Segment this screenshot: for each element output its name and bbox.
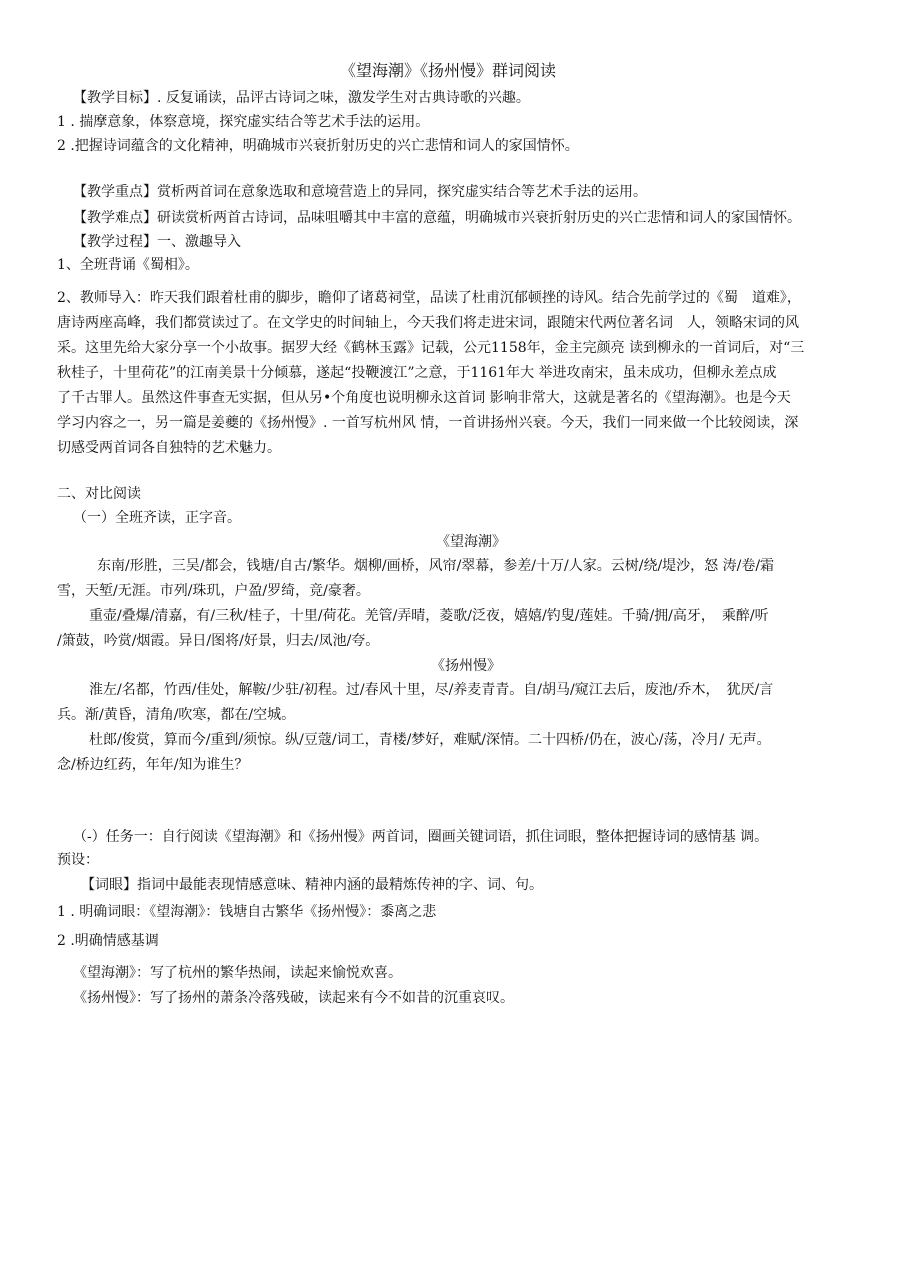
poem-line: 念/桥边红药，年年/知为谁生？ xyxy=(57,757,249,773)
ciyan-definition: 【词眼】指词中最能表现情感意味、精神内涵的最精炼传神的字、词、句。 xyxy=(81,877,543,893)
poem-line: 淮左/名都，竹西/佳处，解鞍/少驻/初程。过/春风十里，尽/养麦青青。自/胡马/窥江去后，废池/乔木， 犹厌/言 xyxy=(89,682,774,698)
teaching-goal-1: 1 . 揣摩意象，体察意境，探究虚实结合等艺术手法的运用。 xyxy=(57,114,430,130)
poem-line: 杜郎/俊赏，算而今/重到/须惊。纵/豆蔻/词工，青楼/梦好，难赋/深情。二十四桥/仍在，波心/荡，冷月/ 无声。 xyxy=(89,732,771,748)
intro-line: 秋桂子，十里荷花”的江南美景十分倾慕，遂起“投鞭渡江”之意，于1161年大 举进攻南宋，虽未成功，但柳永差点成 xyxy=(57,365,777,381)
clarify-1: 1 . 明确词眼：《望海潮》：钱塘自古繁华《扬州慢》：黍离之悲 xyxy=(57,904,437,920)
task-1: （-）任务一：自行阅读《望海潮》和《扬州慢》两首词，圈画关键词语，抓住词眼，整体把握诗词的感情基 调。 xyxy=(73,829,769,845)
intro-line: 学习内容之一，另一篇是姜夔的《扬州慢》. 一首写杭州风 情，一首讲扬州兴衰。今天，我们一同来做一个比较阅读，深 xyxy=(57,415,799,431)
poem-2-title: 《扬州慢》 xyxy=(431,658,501,674)
teaching-key-point: 【教学重点】赏析两首词在意象选取和意境营造上的异同，探究虚实结合等艺术手法的运用。 xyxy=(73,184,647,200)
teaching-goal-heading: 【教学目标】. 反复诵读，品评古诗词之味，激发学生对古典诗歌的兴趣。 xyxy=(73,90,530,106)
poem-1-title: 《望海潮》 xyxy=(436,534,506,550)
intro-line: 切感受两首词各自独特的艺术魅力。 xyxy=(57,440,281,456)
poem-line: 东南/形胜，三吴/都会，钱塘/自古/繁华。烟柳/画桥，风帘/翠幕，参差/十万/人家。云树/绕/堤沙，怒 涛/卷/霜 xyxy=(97,558,775,574)
sub-section-1: （一）全班齐读，正字音。 xyxy=(73,510,241,526)
preset-label: 预设： xyxy=(57,852,99,868)
section-2-heading: 二、对比阅读 xyxy=(57,486,141,502)
intro-line: 唐诗两座高峰，我们都赏读过了。在文学史的时间轴上，今天我们将走进宋词，跟随宋代两位著名词 人，领略宋词的风 xyxy=(57,315,799,331)
emotion-yangzhouman: 《扬州慢》：写了扬州的萧条冷落残破，读起来有今不如昔的沉重哀叹。 xyxy=(73,990,514,1006)
intro-line: 2、教师导入：昨天我们跟着杜甫的脚步，瞻仰了诸葛祠堂，品读了杜甫沉郁顿挫的诗风。结合先前学过的《蜀 道难》， xyxy=(57,290,801,306)
poem-line: 兵。渐/黄昏，清角/吹寒，都在/空城。 xyxy=(57,707,296,723)
clarify-2: 2 .明确情感基调 xyxy=(57,933,159,949)
poem-line: 雪，天堑/无涯。市列/珠玑，户盈/罗绮，竞/豪奢。 xyxy=(57,583,370,599)
teaching-process-heading: 【教学过程】一、激趣导入 xyxy=(73,234,241,250)
intro-line: 了千古罪人。虽然这件事查无实据，但从另•个角度也说明柳永这首词 影响非常大，这就是著名的《望海潮》。也是今天 xyxy=(57,390,791,406)
teaching-difficulty: 【教学难点】研读赏析两首古诗词，品味咀嚼其中丰富的意蕴，明确城市兴衰折射历史的兴亡悲情和词人的家国情怀。 xyxy=(73,210,801,226)
teaching-goal-2: 2 .把握诗词蕴含的文化精神，明确城市兴衰折射历史的兴亡悲情和词人的家国情怀。 xyxy=(57,138,579,154)
intro-line: 采。这里先给大家分享一个小故事。据罗大经《鹤林玉露》记载，公元1158年，金主完颜亮 读到柳永的一首词后，对“三 xyxy=(57,340,805,356)
step-1: 1、全班背诵《蜀相》。 xyxy=(57,257,199,273)
poem-line: /箫鼓，吟赏/烟霞。异日/图将/好景，归去/凤池/夸。 xyxy=(57,633,380,649)
poem-line: 重壶/叠爆/清嘉，有/三秋/桂子，十里/荷花。羌管/弄晴，菱歌/泛夜，嬉嬉/钓叟/莲娃。千骑/拥/高牙， 乘醉/听 xyxy=(89,608,769,624)
document-title: 《望海潮》《扬州慢》群词阅读 xyxy=(340,61,557,80)
emotion-wanghaichao: 《望海潮》：写了杭州的繁华热闹，读起来愉悦欢喜。 xyxy=(73,965,402,981)
